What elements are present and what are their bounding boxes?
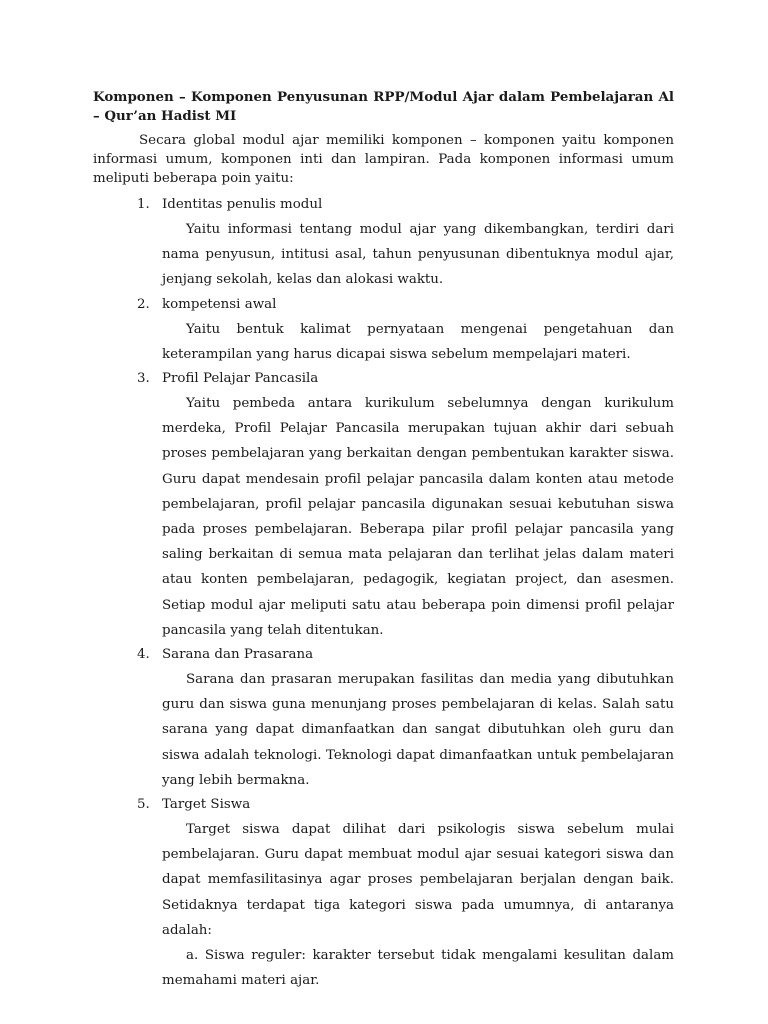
list-item-heading bbox=[93, 367, 674, 391]
list-item-body: Sarana dan prasaran merupakan fasilitas dan media yang dibutuhkan guru dan siswa guna menunjang proses pembelajaran di kelas. Salah satu sarana yang dapat dimanfaatkan dan sangat dibutuhkan oleh guru dan siswa adalah teknologi. Teknologi dapat dimanfaatkan untuk pembelajaran yang lebih bermakna. bbox=[162, 672, 674, 788]
list-item-heading bbox=[93, 793, 674, 817]
list-item-number: 1. bbox=[137, 197, 150, 212]
list-item-title: Identitas penulis modul bbox=[162, 197, 323, 212]
list-item-body: Yaitu pembeda antara kurikulum sebelumnya dengan kurikulum merdeka, Profil Pelajar Pancasila merupakan tujuan akhir dari sebuah proses pembelajaran yang berkaitan dengan pembentukan karakter siswa. Guru dapat mendesain profil pelajar pancasila dalam konten atau metode pembelajaran, profil pelajar pancasila digunakan sesuai kebutuhan siswa pada proses pembelajaran. Beberapa pilar profil pelajar pancasila yang saling berkaitan di semua mata pelajaran dan terlihat jelas dalam materi atau konten pembelajaran, pedagogik, kegiatan project, dan asesmen. Setiap modul ajar meliputi satu atau beberapa poin dimensi profil pelajar pancasila yang telah ditentukan. bbox=[162, 396, 674, 638]
sub-list-item: a. Siswa reguler: karakter tersebut tidak mengalami kesulitan dalam memahami materi ajar. bbox=[162, 948, 674, 989]
list-item-body: Yaitu informasi tentang modul ajar yang dikembangkan, terdiri dari nama penyusun, intitusi asal, tahun penyusunan dibentuknya modul ajar, jenjang sekolah, kelas dan alokasi waktu. bbox=[162, 222, 674, 288]
list-item-number: 2. bbox=[137, 296, 150, 312]
list-item-number: 4. bbox=[137, 647, 150, 663]
list-item-heading bbox=[93, 193, 674, 217]
list-item-body: Target siswa dapat dilihat dari psikologis siswa sebelum mulai pembelajaran. Guru dapat membuat modul ajar sesuai kategori siswa dan dapat memfasilitasinya agar proses pembelajaran berjalan dengan baik. Setidaknya terdapat tiga kategori siswa pada umumnya, di antaranya adalah: bbox=[162, 822, 674, 938]
list-item-title: Profil Pelajar Pancasila bbox=[162, 371, 319, 387]
list-item bbox=[93, 793, 674, 993]
list-item-heading bbox=[93, 293, 674, 317]
component-list bbox=[93, 193, 674, 993]
list-item bbox=[93, 193, 674, 293]
document-title: Komponen – Komponen Penyusunan RPP/Modul Ajar dalam Pembelajaran Al – Qur’an Hadist MI bbox=[93, 89, 674, 124]
list-item bbox=[93, 293, 674, 367]
list-item-title: Sarana dan Prasarana bbox=[162, 647, 314, 663]
list-item-number: 5. bbox=[137, 797, 150, 813]
list-item-number: 3. bbox=[137, 371, 150, 387]
list-item bbox=[93, 643, 674, 793]
list-item-heading bbox=[93, 643, 674, 667]
intro-paragraph: Secara global modul ajar memiliki komponen – komponen yaitu komponen informasi umum, komponen inti dan lampiran. Pada komponen informasi umum meliputi beberapa poin yaitu: bbox=[93, 133, 674, 186]
list-item-title: Target Siswa bbox=[162, 797, 251, 813]
list-item bbox=[93, 367, 674, 643]
document-page bbox=[93, 88, 674, 993]
list-item-body: Yaitu bentuk kalimat pernyataan mengenai pengetahuan dan keterampilan yang harus dicapai siswa sebelum mempelajari materi. bbox=[162, 321, 674, 362]
list-item-title: kompetensi awal bbox=[162, 296, 277, 312]
